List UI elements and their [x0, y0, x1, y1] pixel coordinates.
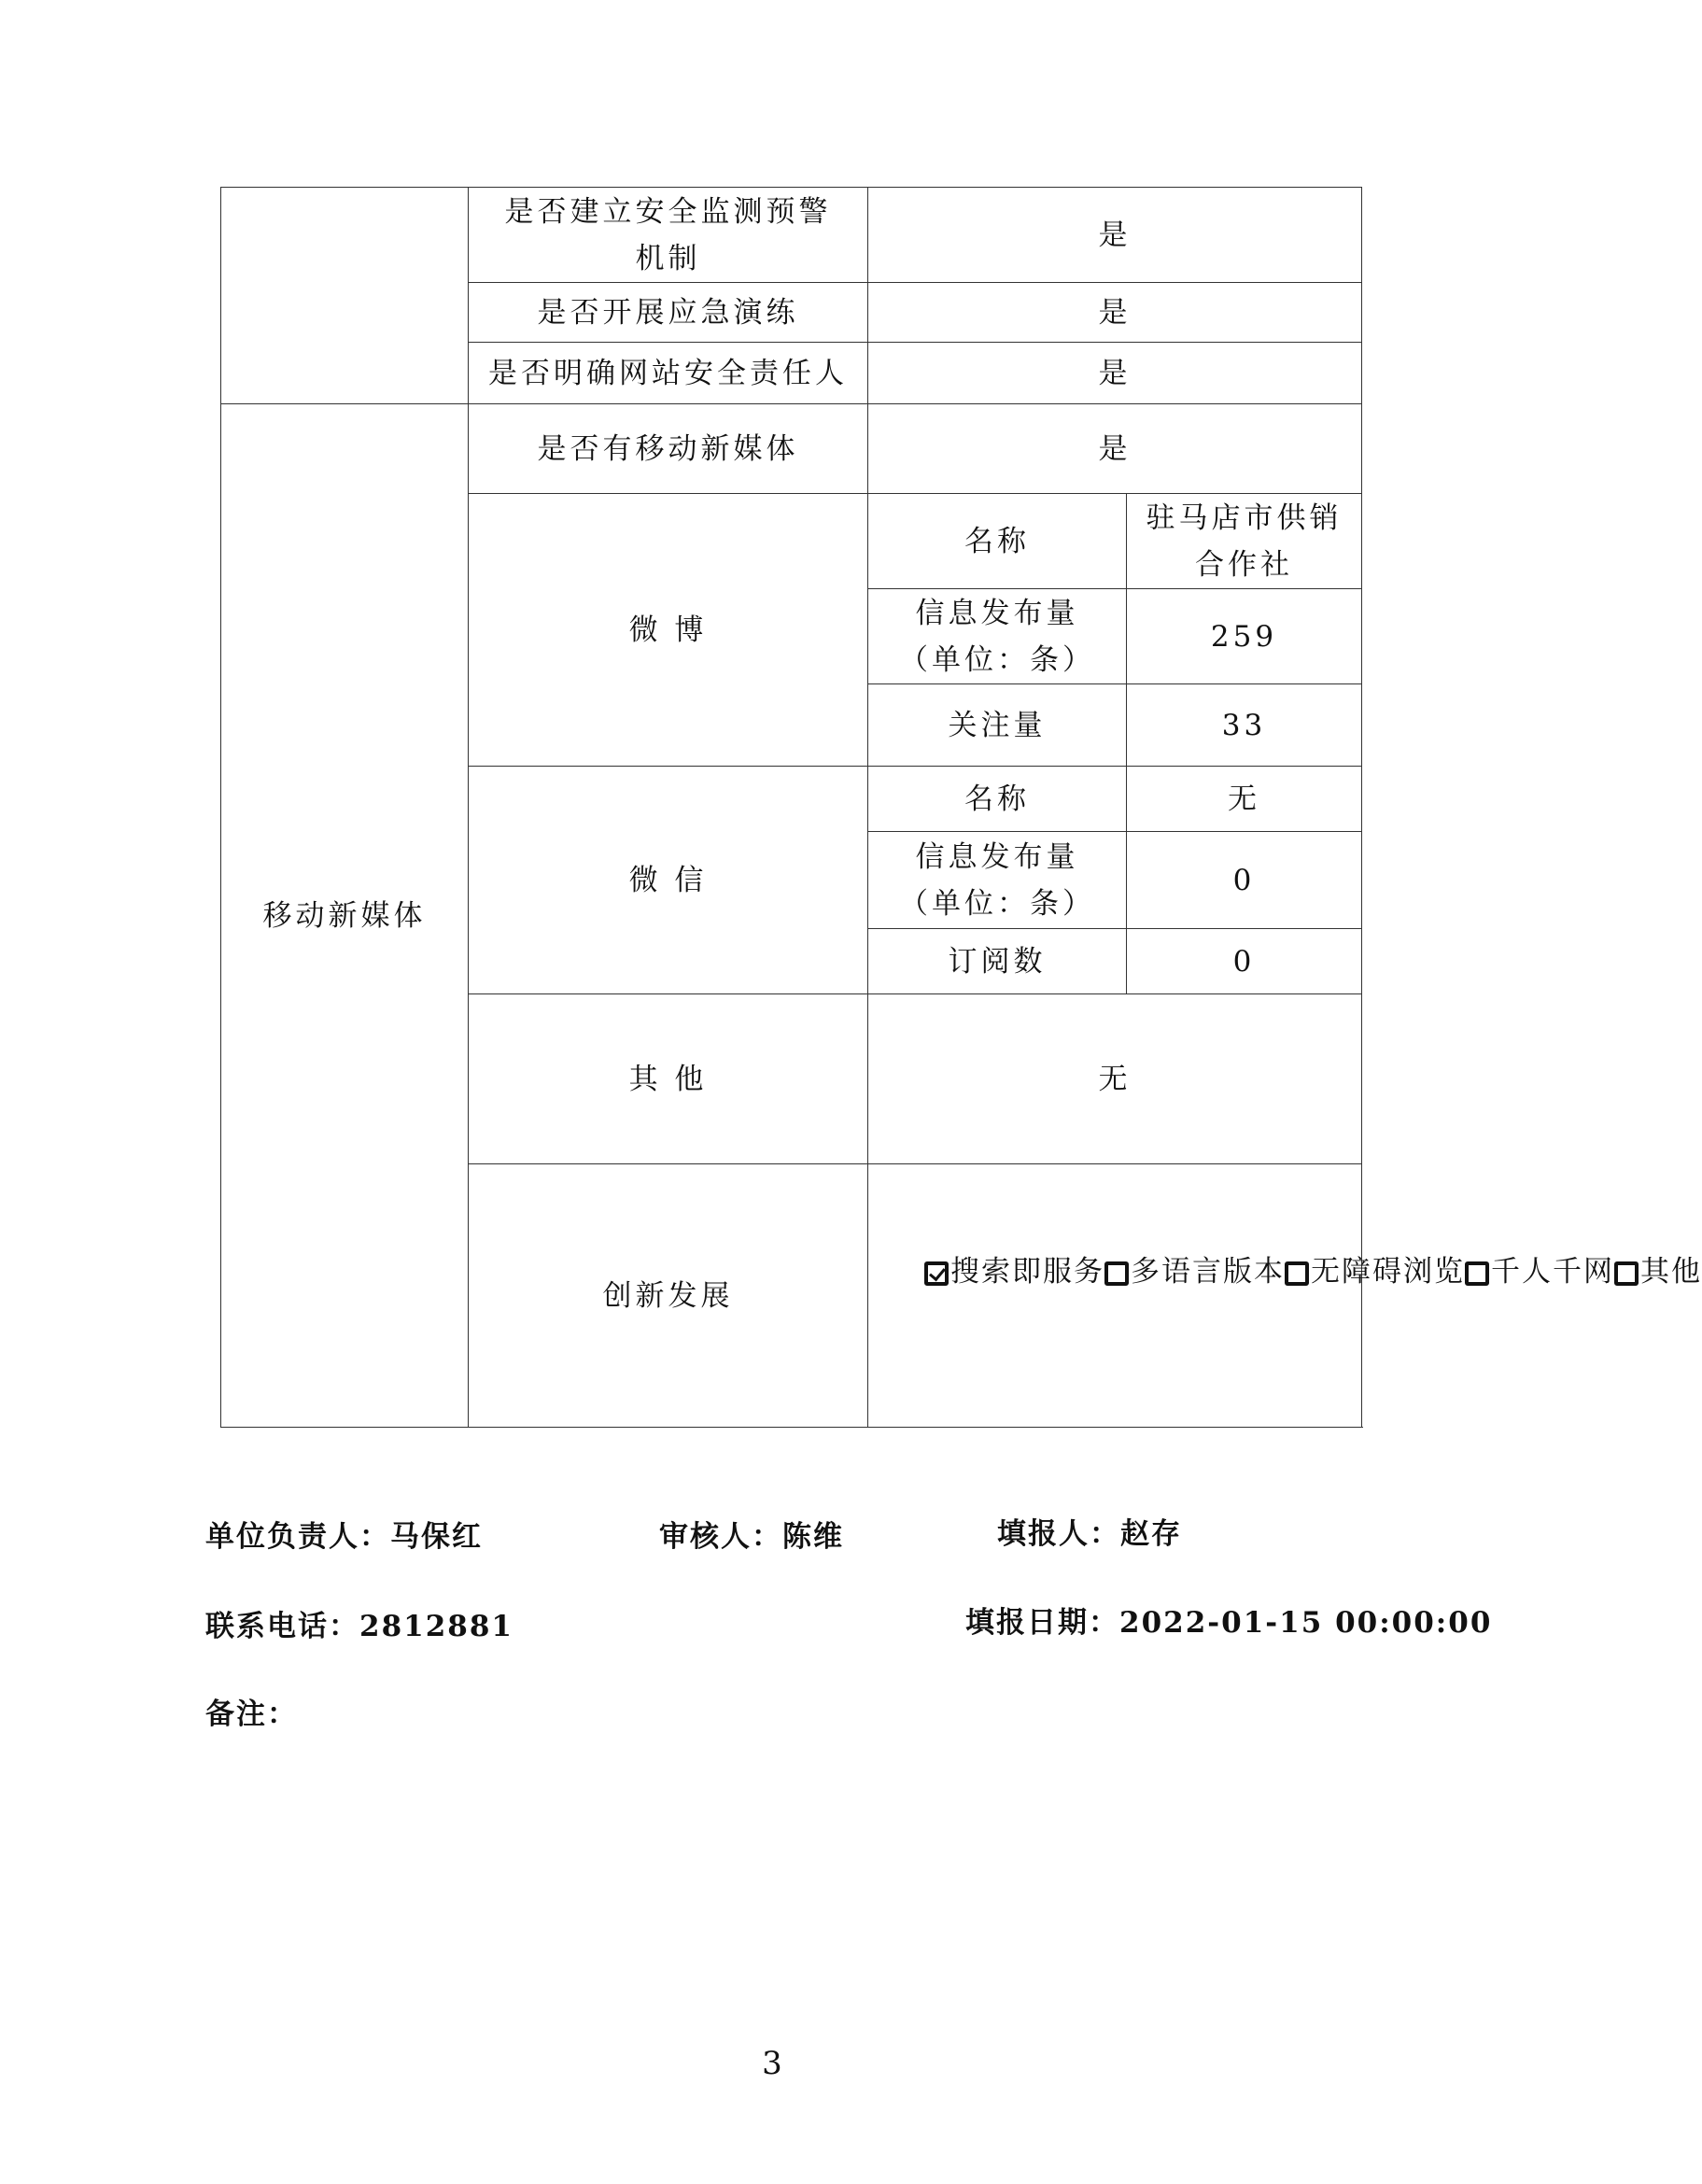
has-media-label: 是否有移动新媒体 — [469, 404, 868, 494]
wechat-label: 微 信 — [469, 767, 868, 994]
fill-date: 填报日期：2022-01-15 00:00:00 — [965, 1606, 1493, 1640]
security-section-cell — [221, 188, 469, 404]
responsible-value: 是 — [868, 343, 1362, 404]
weibo-name-value: 驻马店市供销 合作社 — [1127, 494, 1362, 589]
responsible-label: 是否明确网站安全责任人 — [469, 343, 868, 404]
remarks-label: 备注： — [205, 1698, 298, 1731]
option-search-service[interactable]: 搜索即服务 — [924, 1255, 1104, 1289]
weibo-name-label: 名称 — [868, 494, 1127, 589]
checkbox-empty-icon[interactable] — [1104, 1261, 1129, 1286]
monitoring-label: 是否建立安全监测预警 机制 — [469, 188, 868, 283]
monitoring-value: 是 — [868, 188, 1362, 283]
option-multilingual[interactable]: 多语言版本 — [1104, 1255, 1285, 1289]
reviewer: 审核人：陈维 — [659, 1520, 844, 1554]
contact-phone: 联系电话：2812881 — [205, 1610, 513, 1643]
innovation-options — [868, 1164, 1702, 1428]
weibo-label: 微 博 — [469, 494, 868, 767]
weibo-posts-value: 259 — [1127, 589, 1362, 684]
weibo-followers-label: 关注量 — [868, 684, 1127, 767]
option-other[interactable]: 其他 — [1614, 1255, 1702, 1289]
report-table — [220, 187, 1702, 1428]
wechat-name-value: 无 — [1127, 767, 1362, 832]
other-media-value: 无 — [868, 994, 1362, 1164]
innovation-section-label: 创新发展 — [469, 1164, 868, 1428]
wechat-name-label: 名称 — [868, 767, 1127, 832]
wechat-subs-value: 0 — [1127, 929, 1362, 994]
weibo-followers-value: 33 — [1127, 684, 1362, 767]
weibo-posts-label: 信息发布量 （单位：条） — [868, 589, 1127, 684]
wechat-posts-value: 0 — [1127, 832, 1362, 929]
wechat-posts-label: 信息发布量 （单位：条） — [868, 832, 1127, 929]
option-accessibility[interactable]: 无障碍浏览 — [1285, 1255, 1465, 1289]
option-personalized[interactable]: 千人千网 — [1465, 1255, 1614, 1289]
checkbox-empty-icon[interactable] — [1614, 1261, 1639, 1286]
filler: 填报人：赵存 — [997, 1517, 1182, 1551]
other-media-label: 其 他 — [469, 994, 868, 1164]
mobile-section-label: 移动新媒体 — [221, 404, 469, 1428]
checkbox-empty-icon[interactable] — [1285, 1261, 1309, 1286]
checkbox-empty-icon[interactable] — [1465, 1261, 1489, 1286]
unit-head: 单位负责人：马保红 — [205, 1520, 483, 1554]
drill-label: 是否开展应急演练 — [469, 283, 868, 343]
checkbox-checked-icon[interactable] — [924, 1261, 949, 1286]
drill-value: 是 — [868, 283, 1362, 343]
has-media-value: 是 — [868, 404, 1362, 494]
page-number: 3 — [762, 2045, 782, 2082]
wechat-subs-label: 订阅数 — [868, 929, 1127, 994]
